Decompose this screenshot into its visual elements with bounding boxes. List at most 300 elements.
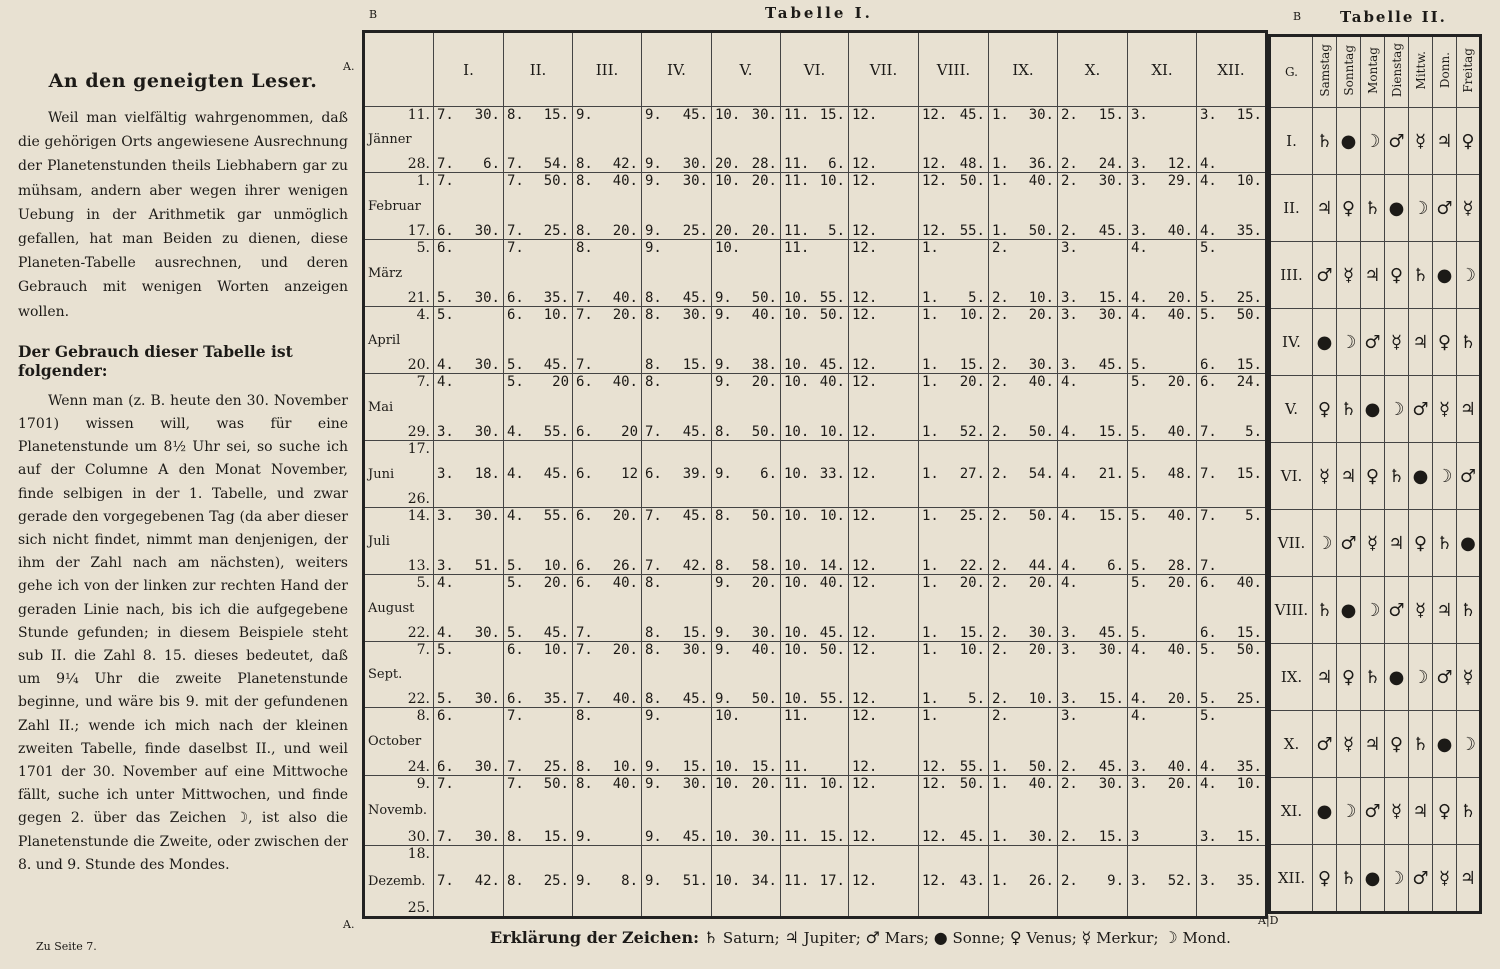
time-line bbox=[1197, 558, 1265, 574]
time-minute: 25. bbox=[682, 223, 708, 239]
hour-time-stack bbox=[712, 776, 780, 845]
time-minute: 50. bbox=[1028, 508, 1054, 524]
time-minute: 10. bbox=[959, 642, 985, 658]
time-hour: 2. bbox=[992, 691, 1009, 707]
time-minute: 45. bbox=[682, 290, 708, 306]
hour-time-cell bbox=[712, 441, 781, 508]
column-marker-a-bottom: A. bbox=[343, 918, 355, 931]
time-hour: 8. bbox=[576, 240, 593, 256]
time-hour: 9. bbox=[645, 829, 662, 845]
time-line bbox=[1128, 776, 1196, 792]
time-minute: 45. bbox=[682, 691, 708, 707]
time-minute: 50. bbox=[543, 173, 569, 189]
time-line bbox=[504, 759, 572, 775]
time-hour: 12. bbox=[852, 290, 878, 306]
planet-sign-icon: ♄ bbox=[1337, 376, 1361, 443]
time-line bbox=[849, 873, 918, 889]
time-line bbox=[919, 374, 988, 390]
time-hour: 9. bbox=[715, 290, 732, 306]
time-line bbox=[849, 240, 918, 256]
hour-time-stack bbox=[573, 374, 641, 440]
time-line bbox=[919, 424, 988, 440]
hour-time-cell bbox=[1058, 173, 1128, 240]
time-hour: 7. bbox=[576, 691, 593, 707]
time-minute: 30. bbox=[682, 307, 708, 323]
hour-time-stack bbox=[642, 846, 711, 916]
time-line bbox=[642, 508, 711, 524]
time-line bbox=[1128, 691, 1196, 707]
planet-sign-icon: ☿ bbox=[1457, 175, 1481, 242]
time-hour: 12. bbox=[852, 107, 878, 123]
time-line bbox=[434, 508, 503, 524]
hour-time-cell bbox=[919, 575, 989, 642]
time-hour: 5. bbox=[437, 691, 454, 707]
hour-time-stack bbox=[919, 575, 988, 641]
time-hour: 12. bbox=[852, 829, 878, 845]
month-date-stack bbox=[365, 441, 433, 507]
time-hour: 6. bbox=[576, 575, 593, 591]
time-minute: 24. bbox=[1098, 156, 1124, 172]
time-hour: 10. bbox=[715, 708, 741, 724]
time-minute: 15. bbox=[1098, 829, 1124, 845]
time-minute: 43. bbox=[959, 873, 985, 889]
time-minute: 10. bbox=[819, 508, 845, 524]
time-minute: 30. bbox=[474, 829, 500, 845]
time-line bbox=[989, 691, 1057, 707]
start-day: 9. bbox=[416, 776, 430, 792]
hour-time-stack bbox=[1128, 240, 1196, 306]
time-hour: 8. bbox=[507, 107, 524, 123]
table1-hour-header: X. bbox=[1058, 32, 1128, 107]
hour-time-stack bbox=[712, 107, 780, 172]
time-hour: 10. bbox=[715, 107, 741, 123]
hour-time-stack bbox=[989, 307, 1057, 373]
time-hour: 1. bbox=[992, 873, 1009, 889]
time-hour: 9. bbox=[645, 173, 662, 189]
time-line bbox=[989, 374, 1057, 390]
table1-month-row bbox=[364, 374, 1267, 441]
time-minute: 25. bbox=[543, 223, 569, 239]
time-line bbox=[434, 575, 503, 591]
time-line bbox=[642, 374, 711, 390]
time-line bbox=[1058, 357, 1127, 373]
planet-sign-icon: ♃ bbox=[1433, 108, 1457, 175]
time-line bbox=[919, 829, 988, 845]
time-line bbox=[989, 240, 1057, 256]
time-line bbox=[919, 642, 988, 658]
table2-hour-row bbox=[1270, 376, 1481, 443]
time-line bbox=[504, 558, 572, 574]
planet-sign-icon: ● bbox=[1385, 644, 1409, 711]
time-minute: 30. bbox=[474, 107, 500, 123]
time-minute: 15. bbox=[1236, 625, 1262, 641]
weekday-label: Donn. bbox=[1437, 52, 1452, 89]
time-hour: 7. bbox=[1200, 466, 1217, 482]
hour-time-cell bbox=[781, 107, 849, 173]
time-minute: 10. bbox=[819, 776, 845, 792]
time-line bbox=[504, 290, 572, 306]
time-line bbox=[989, 156, 1057, 172]
hour-time-cell bbox=[642, 173, 712, 240]
hour-time-cell bbox=[1058, 708, 1128, 776]
time-line bbox=[849, 290, 918, 306]
time-minute: 55. bbox=[959, 223, 985, 239]
hour-time-cell bbox=[1128, 441, 1197, 508]
time-hour: 6. bbox=[437, 240, 454, 256]
start-day: 8. bbox=[416, 708, 430, 724]
time-minute: 15. bbox=[1236, 829, 1262, 845]
time-line bbox=[642, 691, 711, 707]
hour-time-stack bbox=[849, 173, 918, 239]
table1-month-row bbox=[364, 708, 1267, 776]
time-hour: 7. bbox=[507, 223, 524, 239]
hour-time-cell bbox=[1128, 508, 1197, 575]
time-line bbox=[1128, 240, 1196, 256]
hour-time-stack bbox=[781, 307, 848, 373]
hour-time-stack bbox=[642, 776, 711, 845]
time-hour: 1. bbox=[992, 223, 1009, 239]
planet-sign-icon: ● bbox=[1337, 577, 1361, 644]
hour-time-cell bbox=[573, 374, 642, 441]
month-name: Dezemb. bbox=[368, 873, 426, 889]
planet-sign-icon: ♂ bbox=[1457, 443, 1481, 510]
intro-paragraph: Weil man vielfältig wahrgenommen, daß die gehörigen Orts angewiesene Ausrechnung der Planetenstunden theils Liebhabern gar zu mühsam, andern aber wegen ihrer wenigen Uebung in der Arithmetik gar unmöglich gefallen, hat man Beiden zu dienen, diese Planeten-Tabelle ausrechnen, und deren Gebrauch mit wenigen Worten anzeigen wollen. bbox=[18, 110, 348, 320]
time-hour: 3 bbox=[1131, 829, 1140, 845]
planet-sign-icon: ♀ bbox=[1361, 443, 1385, 510]
planet-sign-icon: ● bbox=[1457, 510, 1481, 577]
time-line bbox=[642, 642, 711, 658]
planet-sign-icon: ● bbox=[1313, 309, 1337, 376]
time-minute: 30. bbox=[474, 357, 500, 373]
time-minute: 15. bbox=[819, 107, 845, 123]
hour-time-cell bbox=[504, 307, 573, 374]
time-hour: 8. bbox=[645, 307, 662, 323]
table2-hour-row bbox=[1270, 778, 1481, 845]
hour-time-cell bbox=[1058, 642, 1128, 708]
page-footnote: Zu Seite 7. bbox=[36, 940, 97, 953]
time-line bbox=[642, 776, 711, 792]
planet-sign-icon: ♂ bbox=[1409, 845, 1433, 913]
time-line bbox=[1197, 829, 1265, 845]
time-hour: 10. bbox=[715, 829, 741, 845]
hour-time-stack bbox=[434, 441, 503, 507]
hour-time-cell bbox=[1197, 508, 1267, 575]
month-name: Mai bbox=[368, 399, 394, 415]
month-name: Juli bbox=[368, 533, 390, 549]
table1-hour-header: III. bbox=[573, 32, 642, 107]
time-minute: 15. bbox=[751, 759, 777, 775]
hour-time-stack bbox=[1197, 173, 1265, 239]
time-hour: 5. bbox=[507, 558, 524, 574]
time-line bbox=[989, 290, 1057, 306]
time-hour: 4. bbox=[437, 625, 454, 641]
time-hour: 11. bbox=[784, 240, 810, 256]
hour-time-stack bbox=[573, 307, 641, 373]
time-minute: 30. bbox=[474, 223, 500, 239]
time-line bbox=[1058, 829, 1127, 845]
time-line bbox=[1058, 759, 1127, 775]
time-hour: 6. bbox=[576, 424, 593, 440]
planet-sign-icon: ♀ bbox=[1313, 845, 1337, 913]
time-hour: 20. bbox=[715, 223, 741, 239]
hour-time-stack bbox=[712, 307, 780, 373]
time-line bbox=[573, 357, 641, 373]
month-date-stack bbox=[365, 107, 433, 172]
table1-month-row bbox=[364, 307, 1267, 374]
table1-month-row bbox=[364, 173, 1267, 240]
hour-time-cell bbox=[1058, 508, 1128, 575]
time-minute: 26. bbox=[612, 558, 638, 574]
hour-time-stack bbox=[989, 240, 1057, 306]
time-minute: 18. bbox=[474, 466, 500, 482]
hour-time-cell bbox=[919, 508, 989, 575]
month-date-cell bbox=[364, 642, 434, 708]
hour-time-stack bbox=[1128, 107, 1196, 172]
time-hour: 20. bbox=[715, 156, 741, 172]
time-hour: 9. bbox=[715, 691, 732, 707]
table1-title: Tabelle I. bbox=[765, 4, 873, 22]
time-hour: 4. bbox=[507, 466, 524, 482]
time-line bbox=[434, 558, 503, 574]
time-minute: 50. bbox=[751, 508, 777, 524]
hour-time-cell bbox=[1197, 776, 1267, 846]
hour-time-cell bbox=[712, 240, 781, 307]
hour-time-stack bbox=[1128, 575, 1196, 641]
time-minute: 20. bbox=[1167, 374, 1193, 390]
planet-sign-icon: ☽ bbox=[1409, 175, 1433, 242]
planet-sign-icon: ☽ bbox=[1313, 510, 1337, 577]
weekday-header bbox=[1337, 36, 1361, 108]
start-day: 17. bbox=[407, 441, 430, 457]
time-hour: 12. bbox=[852, 508, 878, 524]
time-line bbox=[1128, 759, 1196, 775]
hour-time-cell bbox=[849, 107, 919, 173]
hour-time-stack bbox=[781, 107, 848, 172]
month-date-cell bbox=[364, 776, 434, 846]
time-line bbox=[573, 466, 641, 482]
end-day: 25. bbox=[407, 900, 430, 916]
time-minute: 40. bbox=[612, 575, 638, 591]
legend-planet-name: Mars; bbox=[884, 929, 929, 947]
hour-time-cell bbox=[989, 642, 1058, 708]
hour-time-cell bbox=[434, 374, 504, 441]
time-minute: 35. bbox=[543, 691, 569, 707]
time-minute: 45. bbox=[1098, 759, 1124, 775]
time-hour: 3. bbox=[437, 508, 454, 524]
time-line bbox=[781, 873, 848, 889]
month-date-stack bbox=[365, 240, 433, 306]
month-name: Juni bbox=[368, 466, 395, 482]
time-minute: 30. bbox=[751, 829, 777, 845]
time-line bbox=[781, 558, 848, 574]
time-minute: 35. bbox=[543, 290, 569, 306]
time-hour: 5. bbox=[1200, 642, 1217, 658]
time-hour: 7. bbox=[437, 173, 454, 189]
time-line bbox=[989, 558, 1057, 574]
time-line bbox=[434, 759, 503, 775]
hour-time-stack bbox=[712, 575, 780, 641]
time-hour: 7. bbox=[645, 558, 662, 574]
time-line bbox=[504, 466, 572, 482]
time-line bbox=[434, 107, 503, 123]
hour-time-stack bbox=[989, 708, 1057, 775]
time-line bbox=[1058, 424, 1127, 440]
time-line bbox=[849, 424, 918, 440]
planet-sign-icon: ☽ bbox=[1457, 711, 1481, 778]
time-hour: 3. bbox=[1061, 357, 1078, 373]
time-line bbox=[849, 708, 918, 724]
time-hour: 7. bbox=[576, 307, 593, 323]
time-hour: 5. bbox=[437, 642, 454, 658]
planet-sign-icon: ♄ bbox=[1409, 242, 1433, 309]
hour-time-stack bbox=[434, 107, 503, 172]
start-day: 14. bbox=[407, 508, 430, 524]
time-line bbox=[573, 223, 641, 239]
time-minute: 20. bbox=[612, 508, 638, 524]
hour-time-stack bbox=[434, 776, 503, 845]
hour-time-stack bbox=[1058, 508, 1127, 574]
planet-sign-icon: ♃ bbox=[1385, 510, 1409, 577]
hour-time-cell bbox=[642, 642, 712, 708]
time-minute: 25. bbox=[543, 873, 569, 889]
hour-time-stack bbox=[504, 575, 572, 641]
month-date-stack bbox=[365, 508, 433, 574]
planet-sign-icon: ♀ bbox=[1385, 242, 1409, 309]
time-line bbox=[504, 307, 572, 323]
time-line bbox=[1128, 156, 1196, 172]
time-minute: 30. bbox=[682, 156, 708, 172]
start-day: 7. bbox=[416, 374, 430, 390]
planet-sign-icon: ♃ bbox=[1409, 309, 1433, 376]
time-minute: 42. bbox=[682, 558, 708, 574]
hour-time-cell bbox=[849, 508, 919, 575]
time-hour: 3. bbox=[1200, 873, 1217, 889]
hour-time-stack bbox=[849, 240, 918, 306]
hour-time-cell bbox=[849, 708, 919, 776]
hour-time-stack bbox=[919, 107, 988, 172]
hour-time-cell bbox=[919, 173, 989, 240]
time-hour: 12. bbox=[852, 575, 878, 591]
time-hour: 9. bbox=[645, 156, 662, 172]
table2-title: Tabelle II. bbox=[1340, 8, 1447, 26]
time-minute: 54. bbox=[1028, 466, 1054, 482]
table1-month-row bbox=[364, 575, 1267, 642]
time-hour: 4. bbox=[507, 424, 524, 440]
month-date-stack bbox=[365, 708, 433, 775]
hour-time-cell bbox=[504, 575, 573, 642]
time-hour: 9. bbox=[645, 223, 662, 239]
time-minute: 15. bbox=[682, 357, 708, 373]
hour-time-cell bbox=[849, 374, 919, 441]
time-hour: 7. bbox=[507, 156, 524, 172]
time-hour: 12. bbox=[852, 173, 878, 189]
time-hour: 1. bbox=[992, 776, 1009, 792]
time-line bbox=[504, 424, 572, 440]
hour-time-cell bbox=[919, 441, 989, 508]
time-hour: 2. bbox=[992, 307, 1009, 323]
time-hour: 5. bbox=[1131, 374, 1148, 390]
planet-sign-icon: ● bbox=[1313, 778, 1337, 845]
time-line bbox=[434, 642, 503, 658]
end-day: 17. bbox=[407, 223, 430, 239]
month-date-cell bbox=[364, 846, 434, 918]
hour-time-stack bbox=[573, 107, 641, 172]
time-hour: 5. bbox=[1131, 625, 1148, 641]
time-minute: 15. bbox=[819, 829, 845, 845]
hour-time-cell bbox=[573, 642, 642, 708]
time-minute: 50. bbox=[819, 307, 845, 323]
time-hour: 4. bbox=[507, 508, 524, 524]
hour-time-stack bbox=[642, 708, 711, 775]
time-hour: 8. bbox=[645, 575, 662, 591]
start-day: 11. bbox=[407, 107, 430, 123]
time-minute: 55. bbox=[543, 424, 569, 440]
planet-sign-icon: ♀ bbox=[1385, 711, 1409, 778]
time-hour: 12. bbox=[852, 691, 878, 707]
time-hour: 5. bbox=[1131, 466, 1148, 482]
time-minute: 34. bbox=[751, 873, 777, 889]
hour-time-cell bbox=[504, 508, 573, 575]
table1-hour-header: IV. bbox=[642, 32, 712, 107]
time-line bbox=[989, 829, 1057, 845]
time-minute: 40. bbox=[612, 290, 638, 306]
time-hour: 5. bbox=[1200, 240, 1217, 256]
time-hour: 7. bbox=[576, 642, 593, 658]
time-line bbox=[919, 173, 988, 189]
time-hour: 11. bbox=[784, 708, 810, 724]
time-line bbox=[781, 759, 848, 775]
hour-time-stack bbox=[434, 307, 503, 373]
time-line bbox=[1058, 873, 1127, 889]
hour-time-cell bbox=[919, 846, 989, 918]
hour-time-cell bbox=[849, 846, 919, 918]
hour-time-cell bbox=[1197, 575, 1267, 642]
time-minute: 30. bbox=[474, 625, 500, 641]
time-hour: 5. bbox=[437, 307, 454, 323]
hour-time-cell bbox=[919, 307, 989, 374]
legend-sign-icon: ♃ bbox=[784, 928, 799, 947]
column-marker-b: B bbox=[369, 8, 378, 21]
time-minute: 20. bbox=[751, 776, 777, 792]
time-hour: 10. bbox=[715, 776, 741, 792]
hour-time-cell bbox=[573, 776, 642, 846]
time-minute: 6. bbox=[1107, 558, 1124, 574]
hour-time-cell bbox=[573, 173, 642, 240]
time-minute: 10. bbox=[543, 558, 569, 574]
time-hour: 10. bbox=[784, 575, 810, 591]
hour-time-stack bbox=[1197, 307, 1265, 373]
time-hour: 7. bbox=[1200, 558, 1217, 574]
planet-sign-icon: ♀ bbox=[1337, 644, 1361, 711]
table1-month-row bbox=[364, 846, 1267, 918]
hour-time-cell bbox=[1197, 374, 1267, 441]
time-line bbox=[642, 466, 711, 482]
time-minute: 21. bbox=[1098, 466, 1124, 482]
hour-time-cell bbox=[781, 307, 849, 374]
time-minute: 50. bbox=[751, 290, 777, 306]
hour-time-stack bbox=[1058, 846, 1127, 916]
time-line bbox=[712, 829, 780, 845]
time-minute: 10. bbox=[959, 307, 985, 323]
time-minute: 10. bbox=[543, 307, 569, 323]
time-line bbox=[1058, 558, 1127, 574]
time-line bbox=[642, 575, 711, 591]
hour-time-cell bbox=[1197, 441, 1267, 508]
planet-sign-icon: ♂ bbox=[1409, 376, 1433, 443]
end-day: 28. bbox=[407, 156, 430, 172]
time-hour: 8. bbox=[576, 173, 593, 189]
time-hour: 9. bbox=[715, 466, 732, 482]
